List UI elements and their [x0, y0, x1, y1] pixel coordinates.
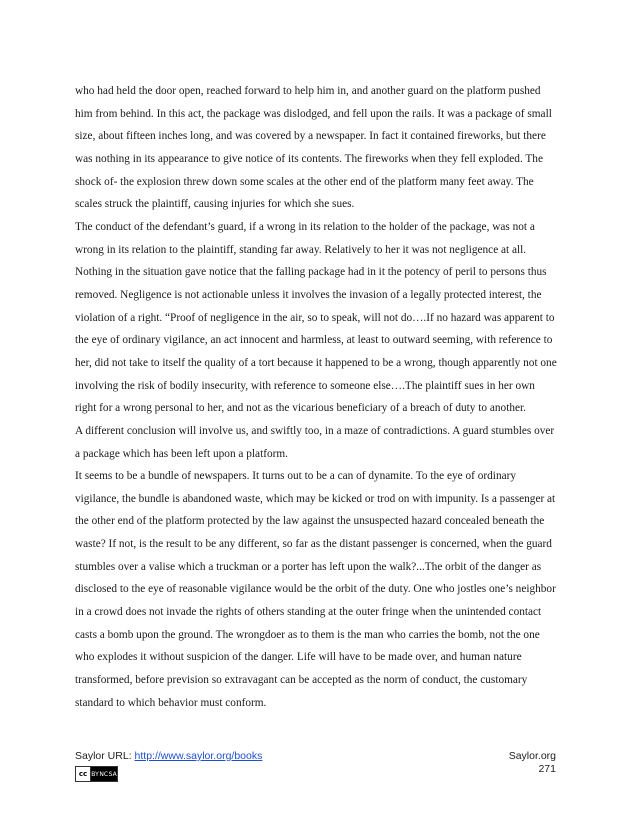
page-body	[75, 80, 557, 714]
source-url-link[interactable]: http://www.saylor.org/books	[134, 750, 263, 762]
paragraph-1: who had held the door open, reached forward to help him in, and another guard on the platform pushed him from behind. In this act, the package was dislodged, and fell upon the rails. It was a package of small size, about fifteen inches long, and was covered by a newspaper. In fact it contained fireworks, but there was nothing in its appearance to give notice of its contents. The fireworks when they fell exploded. The shock of- the explosion threw down some scales at the other end of the platform many feet away. The scales struck the plaintiff, causing injuries for which she sues.	[75, 85, 552, 211]
cc-term-by: BY	[91, 770, 99, 778]
source-url-line	[75, 750, 262, 763]
paragraph-3: A different conclusion will involve us, and swiftly too, in a maze of contradictions. A guard stumbles over a package which has been left upon a platform.	[75, 424, 555, 460]
cc-term-sa: SA	[108, 770, 117, 778]
footer-left	[75, 750, 262, 782]
paragraph-2: The conduct of the defendant’s guard, if a wrong in its relation to the holder of the package, was not a wrong in its relation to the plaintiff, standing far away. Relatively to her it was not negligence at all. Nothing in the situation gave notice that the falling package had in it the potency of peril to persons thus removed. Negligence is not actionable unless it involves the invasion of a legally protected interest, the violation of a right. “Proof of negligence in the air, so to speak, will not do….If no hazard was apparent to the eye of ordinary vigilance, an act innocent and harmless, at least to outward seeming, with reference to her, did not take to itself the quality of a tort because it happened to be a wrong, though apparently not one involving the risk of bodily insecurity, with reference to someone else….The plaintiff sues in her own right for a wrong personal to her, and not as the vicarious beneficiary of a breach of duty to another.	[75, 220, 557, 415]
page-number: 271	[538, 763, 556, 775]
site-name: Saylor.org	[508, 750, 556, 762]
cc-logo-icon: cc	[76, 767, 91, 781]
footer-right	[509, 750, 556, 776]
cc-license-icon[interactable]	[75, 766, 118, 782]
source-url-label: Saylor URL:	[75, 750, 135, 762]
cc-term-nc: NC	[99, 770, 109, 778]
paragraph-4: It seems to be a bundle of newspapers. It turns out to be a can of dynamite. To the eye of ordinary vigilance, the bundle is abandoned waste, which may be kicked or trod on with impunity. Is a passenger at the other end of the platform protected by the law against the unsuspected hazard concealed beneath the waste? If not, is the result to be any different, so far as the distant passenger is concerned, when the guard stumbles over a valise which a truckman or a porter has left upon the walk?...The orbit of the danger as disclosed to the eye of reasonable vigilance would be the orbit of the duty. One who jostles one’s neighbor in a crowd does not invade the rights of others standing at the outer fringe when the unintended contact casts a bomb upon the ground. The wrongdoer as to them is the man who carries the bomb, not the one who explodes it without suspicion of the danger. Life will have to be made over, and human nature transformed, before prevision so extravagant can be accepted as the norm of conduct, the customary standard to which behavior must conform.	[75, 470, 556, 709]
cc-terms	[91, 767, 117, 781]
